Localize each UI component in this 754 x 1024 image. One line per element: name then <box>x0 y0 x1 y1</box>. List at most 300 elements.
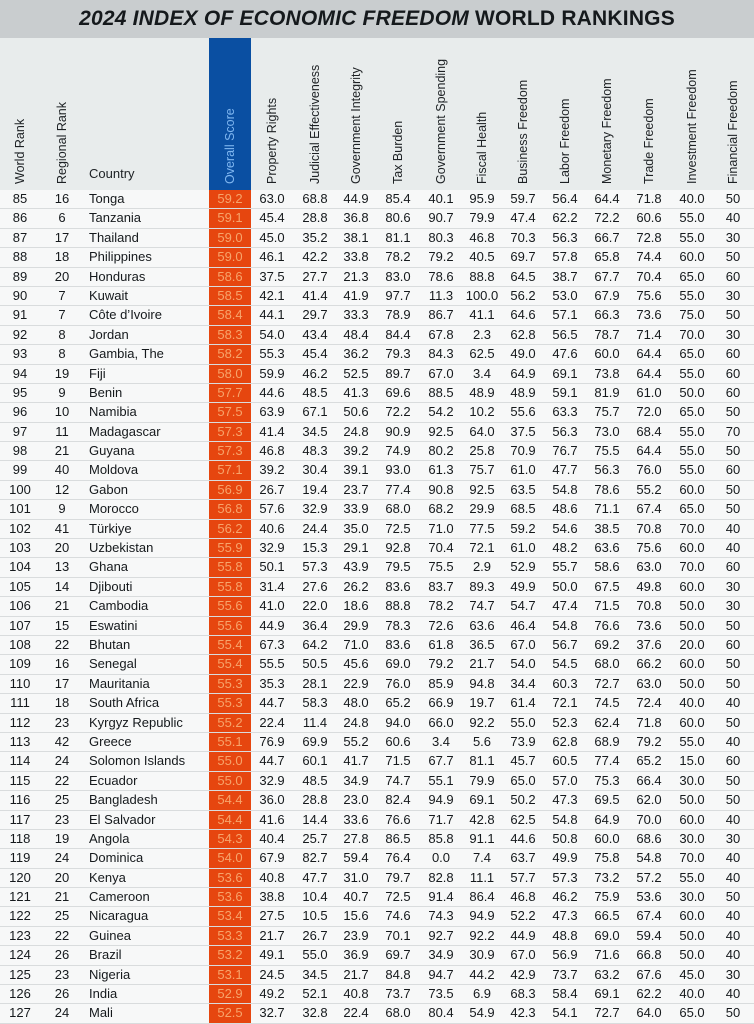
cell-labor-freedom: 56.3 <box>552 229 578 245</box>
cell-investment-freedom: 60.0 <box>679 578 705 594</box>
cell-regional-rank: 20 <box>54 540 70 556</box>
cell-overall-score: 56.2 <box>217 520 243 536</box>
table-row <box>0 539 754 558</box>
cell-monetary-freedom: 73.0 <box>594 423 620 439</box>
cell-property-rights: 55.5 <box>259 656 285 672</box>
cell-government-integrity: 38.1 <box>343 229 369 245</box>
cell-overall-score: 58.0 <box>217 365 243 381</box>
cell-judicial-effectiveness: 27.6 <box>302 578 328 594</box>
table-row <box>0 248 754 267</box>
cell-investment-freedom: 55.0 <box>679 462 705 478</box>
cell-world-rank: 103 <box>9 540 31 556</box>
cell-monetary-freedom: 60.0 <box>594 830 620 846</box>
cell-property-rights: 40.8 <box>259 869 285 885</box>
country-name: Greece <box>89 733 132 749</box>
cell-judicial-effectiveness: 22.0 <box>302 598 328 614</box>
cell-government-integrity: 31.0 <box>343 869 369 885</box>
cell-government-integrity: 41.7 <box>343 753 369 769</box>
table-row <box>0 675 754 694</box>
cell-fiscal-health: 6.9 <box>472 986 492 1002</box>
cell-investment-freedom: 30.0 <box>679 889 705 905</box>
cell-regional-rank: 16 <box>54 191 70 206</box>
cell-labor-freedom: 60.5 <box>552 753 578 769</box>
cell-government-spending: 80.4 <box>428 1005 454 1021</box>
cell-regional-rank: 21 <box>54 598 70 614</box>
cell-government-integrity: 41.3 <box>343 384 369 400</box>
cell-tax-burden: 77.4 <box>385 481 411 497</box>
cell-regional-rank: 21 <box>54 889 70 905</box>
cell-tax-burden: 69.7 <box>385 947 411 963</box>
cell-labor-freedom: 56.9 <box>552 947 578 963</box>
cell-trade-freedom: 71.4 <box>636 326 662 342</box>
cell-monetary-freedom: 67.7 <box>594 268 620 284</box>
cell-judicial-effectiveness: 35.2 <box>302 229 328 245</box>
cell-fiscal-health: 81.1 <box>469 753 495 769</box>
cell-regional-rank: 22 <box>54 636 70 652</box>
cell-judicial-effectiveness: 34.5 <box>302 966 328 982</box>
cell-property-rights: 40.6 <box>259 520 285 536</box>
cell-regional-rank: 24 <box>54 850 70 866</box>
cell-property-rights: 36.0 <box>259 792 285 808</box>
cell-government-spending: 67.0 <box>428 365 454 381</box>
cell-monetary-freedom: 71.6 <box>594 947 620 963</box>
cell-labor-freedom: 72.1 <box>552 695 578 711</box>
cell-trade-freedom: 64.0 <box>636 1005 662 1021</box>
cell-government-spending: 92.7 <box>428 927 454 943</box>
cell-business-freedom: 44.6 <box>510 830 536 846</box>
cell-labor-freedom: 56.7 <box>552 636 578 652</box>
cell-investment-freedom: 50.0 <box>679 927 705 943</box>
cell-business-freedom: 49.9 <box>510 578 536 594</box>
cell-investment-freedom: 60.0 <box>679 481 705 497</box>
cell-overall-score: 58.3 <box>217 326 243 342</box>
cell-government-integrity: 41.9 <box>343 287 369 303</box>
cell-overall-score: 55.6 <box>217 598 243 614</box>
column-header-label: World Rank <box>13 118 27 184</box>
cell-monetary-freedom: 71.5 <box>594 598 620 614</box>
cell-government-integrity: 35.0 <box>343 520 369 536</box>
cell-trade-freedom: 66.2 <box>636 656 662 672</box>
table-row <box>0 830 754 849</box>
cell-property-rights: 45.0 <box>259 229 285 245</box>
cell-financial-freedom: 60 <box>725 462 741 478</box>
cell-tax-burden: 70.1 <box>385 927 411 943</box>
cell-tax-burden: 78.2 <box>385 249 411 265</box>
cell-judicial-effectiveness: 52.1 <box>302 986 328 1002</box>
cell-world-rank: 100 <box>9 481 31 497</box>
cell-world-rank: 91 <box>12 307 28 323</box>
cell-fiscal-health: 92.2 <box>469 714 495 730</box>
cell-overall-score: 55.4 <box>217 636 243 652</box>
cell-financial-freedom: 60 <box>725 268 741 284</box>
cell-fiscal-health: 36.5 <box>469 636 495 652</box>
cell-world-rank: 93 <box>12 346 28 362</box>
cell-labor-freedom: 48.6 <box>552 501 578 517</box>
cell-overall-score: 55.4 <box>217 656 243 672</box>
cell-regional-rank: 22 <box>54 927 70 943</box>
country-name: Morocco <box>89 501 139 517</box>
cell-government-spending: 11.3 <box>428 287 454 303</box>
cell-government-integrity: 29.9 <box>343 617 369 633</box>
cell-government-spending: 67.7 <box>428 753 454 769</box>
cell-government-integrity: 18.6 <box>343 598 369 614</box>
country-name: Solomon Islands <box>89 753 186 769</box>
cell-monetary-freedom: 72.7 <box>594 675 620 691</box>
cell-regional-rank: 17 <box>54 229 70 245</box>
country-name: Kyrgyz Republic <box>89 714 183 730</box>
cell-regional-rank: 10 <box>54 404 70 420</box>
cell-business-freedom: 42.3 <box>510 1005 536 1021</box>
cell-labor-freedom: 46.2 <box>552 889 578 905</box>
cell-world-rank: 127 <box>9 1005 31 1021</box>
cell-financial-freedom: 40 <box>725 540 741 556</box>
column-header-tax-burden <box>388 44 408 184</box>
cell-world-rank: 92 <box>12 326 28 342</box>
cell-world-rank: 86 <box>12 210 28 226</box>
cell-fiscal-health: 62.5 <box>469 346 495 362</box>
cell-judicial-effectiveness: 48.5 <box>302 772 328 788</box>
cell-fiscal-health: 30.9 <box>469 947 495 963</box>
cell-labor-freedom: 73.7 <box>552 966 578 982</box>
cell-property-rights: 41.0 <box>259 598 285 614</box>
cell-overall-score: 55.0 <box>217 753 243 769</box>
cell-world-rank: 117 <box>9 811 31 827</box>
cell-fiscal-health: 94.9 <box>469 908 495 924</box>
cell-overall-score: 59.0 <box>217 249 243 265</box>
cell-financial-freedom: 50 <box>725 249 741 265</box>
cell-government-spending: 92.5 <box>428 423 454 439</box>
cell-overall-score: 57.7 <box>217 384 243 400</box>
cell-judicial-effectiveness: 46.2 <box>302 365 328 381</box>
cell-government-spending: 90.8 <box>428 481 454 497</box>
column-header-label: Labor Freedom <box>558 98 572 184</box>
cell-tax-burden: 82.4 <box>385 792 411 808</box>
cell-financial-freedom: 50 <box>725 656 741 672</box>
cell-tax-burden: 84.8 <box>385 966 411 982</box>
cell-regional-rank: 21 <box>54 443 70 459</box>
column-header-labor-freedom <box>555 44 575 184</box>
cell-labor-freedom: 47.3 <box>552 792 578 808</box>
cell-monetary-freedom: 76.6 <box>594 617 620 633</box>
cell-financial-freedom: 40 <box>725 850 741 866</box>
cell-property-rights: 21.7 <box>259 927 285 943</box>
cell-overall-score: 53.3 <box>217 927 243 943</box>
cell-financial-freedom: 50 <box>725 1005 741 1021</box>
cell-financial-freedom: 40 <box>725 520 741 536</box>
cell-labor-freedom: 57.3 <box>552 869 578 885</box>
cell-regional-rank: 8 <box>58 346 66 362</box>
cell-property-rights: 32.7 <box>259 1005 285 1021</box>
cell-fiscal-health: 92.2 <box>469 927 495 943</box>
cell-regional-rank: 26 <box>54 947 70 963</box>
cell-regional-rank: 14 <box>54 578 70 594</box>
cell-trade-freedom: 70.8 <box>636 598 662 614</box>
cell-investment-freedom: 30.0 <box>679 772 705 788</box>
cell-tax-burden: 72.5 <box>385 889 411 905</box>
country-name: Moldova <box>89 462 139 478</box>
cell-government-spending: 0.0 <box>431 850 451 866</box>
cell-financial-freedom: 50 <box>725 772 741 788</box>
cell-trade-freedom: 67.4 <box>636 908 662 924</box>
cell-judicial-effectiveness: 41.4 <box>302 287 328 303</box>
cell-monetary-freedom: 75.9 <box>594 889 620 905</box>
cell-financial-freedom: 50 <box>725 404 741 420</box>
cell-fiscal-health: 86.4 <box>469 889 495 905</box>
cell-monetary-freedom: 69.1 <box>594 986 620 1002</box>
cell-monetary-freedom: 65.8 <box>594 249 620 265</box>
cell-property-rights: 42.1 <box>259 287 285 303</box>
cell-world-rank: 87 <box>12 229 28 245</box>
column-header-label: Monetary Freedom <box>600 78 614 184</box>
cell-tax-burden: 76.4 <box>385 850 411 866</box>
cell-overall-score: 55.3 <box>217 695 243 711</box>
cell-trade-freedom: 49.8 <box>636 578 662 594</box>
cell-government-integrity: 33.6 <box>343 811 369 827</box>
country-name: Guyana <box>89 443 135 459</box>
cell-labor-freedom: 69.1 <box>552 365 578 381</box>
country-name: Gambia, The <box>89 346 164 362</box>
cell-government-integrity: 39.2 <box>343 443 369 459</box>
cell-monetary-freedom: 75.5 <box>594 443 620 459</box>
cell-world-rank: 97 <box>12 423 28 439</box>
cell-labor-freedom: 50.8 <box>552 830 578 846</box>
cell-trade-freedom: 70.0 <box>636 811 662 827</box>
column-header-label: Government Integrity <box>349 67 363 184</box>
column-header-label: Tax Burden <box>391 120 405 184</box>
cell-financial-freedom: 50 <box>725 307 741 323</box>
cell-monetary-freedom: 68.9 <box>594 733 620 749</box>
country-name: Namibia <box>89 404 137 420</box>
cell-investment-freedom: 40.0 <box>679 695 705 711</box>
cell-world-rank: 99 <box>12 462 28 478</box>
cell-overall-score: 54.4 <box>217 792 243 808</box>
cell-fiscal-health: 40.5 <box>469 249 495 265</box>
cell-financial-freedom: 30 <box>725 578 741 594</box>
cell-tax-burden: 76.0 <box>385 675 411 691</box>
cell-regional-rank: 19 <box>54 830 70 846</box>
cell-fiscal-health: 44.2 <box>469 966 495 982</box>
cell-business-freedom: 70.3 <box>510 229 536 245</box>
cell-regional-rank: 6 <box>58 210 66 226</box>
cell-business-freedom: 44.9 <box>510 927 536 943</box>
cell-monetary-freedom: 72.2 <box>594 210 620 226</box>
table-row <box>0 384 754 403</box>
cell-property-rights: 49.1 <box>259 947 285 963</box>
table-row <box>0 927 754 946</box>
cell-government-spending: 78.2 <box>428 598 454 614</box>
cell-trade-freedom: 76.0 <box>636 462 662 478</box>
column-header-label: Financial Freedom <box>726 80 740 184</box>
cell-tax-burden: 78.3 <box>385 617 411 633</box>
cell-world-rank: 98 <box>12 443 28 459</box>
cell-judicial-effectiveness: 28.1 <box>302 675 328 691</box>
cell-investment-freedom: 60.0 <box>679 811 705 827</box>
cell-judicial-effectiveness: 32.9 <box>302 501 328 517</box>
cell-overall-score: 53.2 <box>217 947 243 963</box>
cell-investment-freedom: 55.0 <box>679 229 705 245</box>
column-header-label: Fiscal Health <box>475 111 489 184</box>
cell-trade-freedom: 61.0 <box>636 384 662 400</box>
country-name: Bangladesh <box>89 792 158 808</box>
cell-business-freedom: 62.8 <box>510 326 536 342</box>
cell-investment-freedom: 50.0 <box>679 598 705 614</box>
cell-trade-freedom: 70.8 <box>636 520 662 536</box>
cell-regional-rank: 11 <box>55 423 69 439</box>
cell-world-rank: 108 <box>9 636 31 652</box>
cell-trade-freedom: 68.4 <box>636 423 662 439</box>
table-row <box>0 306 754 325</box>
cell-financial-freedom: 50 <box>725 714 741 730</box>
cell-business-freedom: 57.7 <box>510 869 536 885</box>
country-name: Uzbekistan <box>89 540 154 556</box>
cell-business-freedom: 47.4 <box>510 210 536 226</box>
cell-trade-freedom: 71.8 <box>636 191 662 206</box>
cell-property-rights: 32.9 <box>259 772 285 788</box>
cell-government-spending: 94.9 <box>428 792 454 808</box>
cell-monetary-freedom: 69.5 <box>594 792 620 808</box>
cell-property-rights: 38.8 <box>259 889 285 905</box>
cell-government-spending: 85.9 <box>428 675 454 691</box>
cell-financial-freedom: 30 <box>725 598 741 614</box>
cell-trade-freedom: 54.8 <box>636 850 662 866</box>
cell-labor-freedom: 56.3 <box>552 423 578 439</box>
table-row <box>0 461 754 480</box>
cell-government-spending: 3.4 <box>431 733 451 749</box>
cell-government-integrity: 22.9 <box>343 675 369 691</box>
cell-fiscal-health: 89.3 <box>469 578 495 594</box>
cell-business-freedom: 63.5 <box>510 481 536 497</box>
cell-financial-freedom: 60 <box>725 753 741 769</box>
cell-financial-freedom: 40 <box>725 986 741 1002</box>
cell-judicial-effectiveness: 82.7 <box>302 850 328 866</box>
table-row <box>0 966 754 985</box>
cell-government-integrity: 44.9 <box>343 191 369 206</box>
cell-government-integrity: 27.8 <box>343 830 369 846</box>
cell-business-freedom: 52.9 <box>510 559 536 575</box>
cell-business-freedom: 61.0 <box>510 462 536 478</box>
table-row <box>0 520 754 539</box>
cell-labor-freedom: 56.5 <box>552 326 578 342</box>
cell-monetary-freedom: 68.0 <box>594 656 620 672</box>
cell-business-freedom: 68.3 <box>510 986 536 1002</box>
cell-trade-freedom: 79.2 <box>636 733 662 749</box>
cell-government-spending: 90.7 <box>428 210 454 226</box>
cell-judicial-effectiveness: 32.8 <box>302 1005 328 1021</box>
cell-monetary-freedom: 75.3 <box>594 772 620 788</box>
cell-financial-freedom: 30 <box>725 830 741 846</box>
cell-financial-freedom: 70 <box>725 423 741 439</box>
cell-trade-freedom: 66.4 <box>636 772 662 788</box>
cell-government-spending: 71.0 <box>428 520 454 536</box>
cell-investment-freedom: 55.0 <box>679 869 705 885</box>
column-header-label: Property Rights <box>265 97 279 184</box>
table-row <box>0 849 754 868</box>
cell-property-rights: 50.1 <box>259 559 285 575</box>
cell-government-integrity: 36.2 <box>343 346 369 362</box>
country-name: Côte d’Ivoire <box>89 307 162 323</box>
cell-overall-score: 58.6 <box>217 268 243 284</box>
cell-labor-freedom: 76.7 <box>552 443 578 459</box>
country-name: India <box>89 986 118 1002</box>
cell-regional-rank: 8 <box>58 326 66 342</box>
cell-government-integrity: 23.7 <box>343 481 369 497</box>
cell-judicial-effectiveness: 47.7 <box>302 869 328 885</box>
cell-monetary-freedom: 67.5 <box>594 578 620 594</box>
cell-tax-burden: 84.4 <box>385 326 411 342</box>
cell-overall-score: 57.3 <box>217 423 243 439</box>
cell-world-rank: 109 <box>9 656 31 672</box>
table-row <box>0 772 754 791</box>
cell-fiscal-health: 41.1 <box>469 307 495 323</box>
cell-investment-freedom: 55.0 <box>679 733 705 749</box>
table-row <box>0 636 754 655</box>
cell-judicial-effectiveness: 64.2 <box>302 636 328 652</box>
cell-tax-burden: 79.5 <box>385 559 411 575</box>
cell-financial-freedom: 40 <box>725 733 741 749</box>
cell-labor-freedom: 48.2 <box>552 540 578 556</box>
cell-tax-burden: 74.6 <box>385 908 411 924</box>
cell-monetary-freedom: 66.3 <box>594 307 620 323</box>
cell-world-rank: 95 <box>12 384 28 400</box>
cell-labor-freedom: 47.7 <box>552 462 578 478</box>
cell-property-rights: 27.5 <box>259 908 285 924</box>
cell-trade-freedom: 72.0 <box>636 404 662 420</box>
table-row <box>0 655 754 674</box>
country-name: South Africa <box>89 695 160 711</box>
table-row <box>0 1004 754 1023</box>
country-name: Dominica <box>89 850 144 866</box>
country-name: Kuwait <box>89 287 129 303</box>
cell-business-freedom: 64.6 <box>510 307 536 323</box>
cell-fiscal-health: 63.6 <box>469 617 495 633</box>
cell-fiscal-health: 92.5 <box>469 481 495 497</box>
cell-government-spending: 88.5 <box>428 384 454 400</box>
title-plain: WORLD RANKINGS <box>474 7 675 30</box>
table-row <box>0 209 754 228</box>
column-header-investment-freedom <box>682 44 702 184</box>
table-row <box>0 597 754 616</box>
table-row <box>0 500 754 519</box>
cell-business-freedom: 68.5 <box>510 501 536 517</box>
cell-overall-score: 58.2 <box>217 346 243 362</box>
cell-regional-rank: 40 <box>54 462 70 478</box>
cell-labor-freedom: 54.8 <box>552 481 578 497</box>
cell-world-rank: 101 <box>9 501 31 517</box>
table-row <box>0 229 754 248</box>
cell-judicial-effectiveness: 45.4 <box>302 346 328 362</box>
cell-regional-rank: 25 <box>54 908 70 924</box>
cell-government-spending: 85.8 <box>428 830 454 846</box>
table-row <box>0 558 754 577</box>
cell-government-integrity: 21.3 <box>343 268 369 284</box>
table-row <box>0 694 754 713</box>
cell-property-rights: 24.5 <box>259 966 285 982</box>
cell-government-integrity: 36.8 <box>343 210 369 226</box>
cell-overall-score: 55.0 <box>217 772 243 788</box>
country-name: Brazil <box>89 947 122 963</box>
cell-world-rank: 105 <box>9 578 31 594</box>
cell-government-spending: 40.1 <box>428 191 454 206</box>
cell-trade-freedom: 64.4 <box>636 443 662 459</box>
cell-trade-freedom: 63.0 <box>636 675 662 691</box>
cell-world-rank: 120 <box>9 869 31 885</box>
column-header-overall-score <box>209 38 251 190</box>
table-row <box>0 985 754 1004</box>
cell-government-spending: 94.7 <box>428 966 454 982</box>
table-row <box>0 733 754 752</box>
cell-trade-freedom: 66.8 <box>636 947 662 963</box>
cell-fiscal-health: 74.7 <box>469 598 495 614</box>
